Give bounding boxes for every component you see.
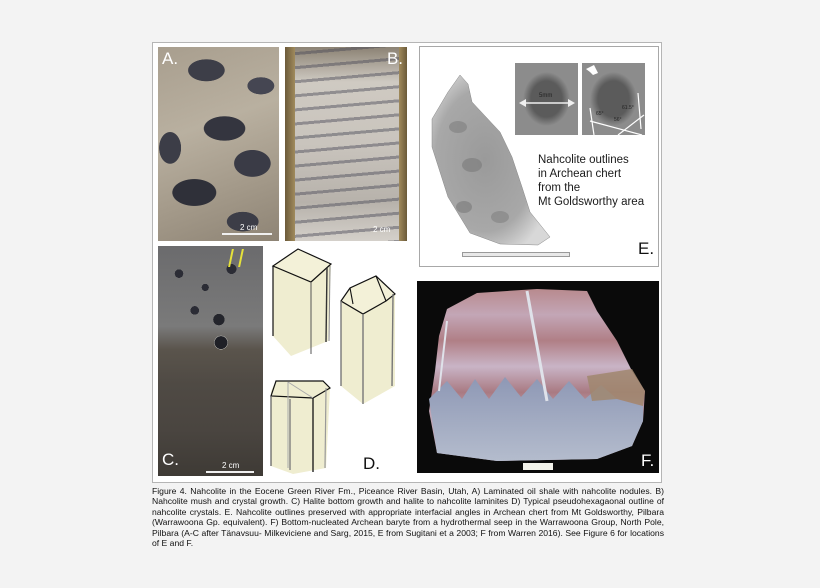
description-line: in Archean chert	[538, 168, 622, 180]
panel-a-oil-shale-photo	[158, 47, 279, 241]
angle-label: 65°	[596, 111, 604, 117]
panel-e-scale-bar	[462, 252, 570, 257]
crystal-3	[271, 381, 330, 474]
panel-c-scale-bar	[206, 471, 254, 473]
figure-frame	[152, 42, 662, 483]
crystal-1	[273, 249, 331, 356]
description-line: Nahcolite outlines	[538, 154, 629, 166]
panel-e-description	[538, 153, 644, 209]
angle-label: 61.5°	[622, 105, 634, 111]
core-box-edge	[285, 47, 295, 241]
panel-f-label: F.	[641, 451, 655, 470]
panel-b-nahcolite-mush-photo	[285, 47, 407, 241]
figure-caption	[152, 486, 664, 548]
inset-crystal-photo-right	[582, 63, 645, 135]
interfacial-angle-lines	[582, 63, 645, 135]
panel-d-label: D.	[363, 454, 380, 473]
panel-f-baryte-photo	[417, 281, 659, 473]
panel-e-label: E.	[638, 239, 655, 258]
panel-b-scale-text: 2 cm	[373, 225, 391, 234]
measurement-arrow	[515, 63, 578, 135]
core-box-edge	[399, 47, 407, 241]
panel-b-label: B.	[386, 49, 403, 68]
panel-d-crystal-diagrams	[268, 246, 403, 476]
description-line: Mt Goldsworthy area	[538, 196, 645, 208]
description-line: from the	[538, 182, 581, 194]
inset-scale-text: 5mm	[539, 93, 553, 99]
panel-c-label: C.	[162, 450, 179, 469]
crystal-outlines-diagram	[268, 246, 403, 476]
panel-c-scale-text: 2 cm	[222, 461, 240, 470]
panel-a-scale-bar	[222, 233, 272, 235]
specimen-scale-bar	[523, 463, 553, 470]
panel-c-halite-photo	[158, 246, 263, 476]
inset-crystal-photo-left	[515, 63, 578, 135]
panel-a-label: A.	[162, 49, 179, 68]
yellow-marker	[228, 249, 244, 267]
caption-text: Figure 4. Nahcolite in the Eocene Green River Fm., Piceance River Basin, Utah, A) Laminated oil shale with nahcolite nodules. B) Nahcolite mush and crystal growth. C) Halite bottom growth and halite to nahcolite laminites D) Typical pseudohexagaonal outline of nahcolite crystals. E. Nahcolite outlines preserved with appropriate interfacial angles in Archean chert from Mt Goldsworthy, Pilbara (Warrawoona Gp. equivalent). F) Bottom-nucleated Archean baryte from a hydrothermal seep in the Warrawoona Group, North Pole, Pilbara (A-C after Tänavsuu- Milkeviciene and Sarg, 2015, E from Sugitani et a 2003; F from Warren 2016). See Figure 6 for locations of E and F.	[152, 486, 664, 549]
panel-a-scale-text: 2 cm	[240, 223, 258, 232]
angle-label: 56°	[614, 117, 622, 123]
crystal-2	[341, 276, 395, 404]
baryte-specimen	[417, 281, 659, 473]
panel-e-archean-chert	[419, 46, 659, 267]
